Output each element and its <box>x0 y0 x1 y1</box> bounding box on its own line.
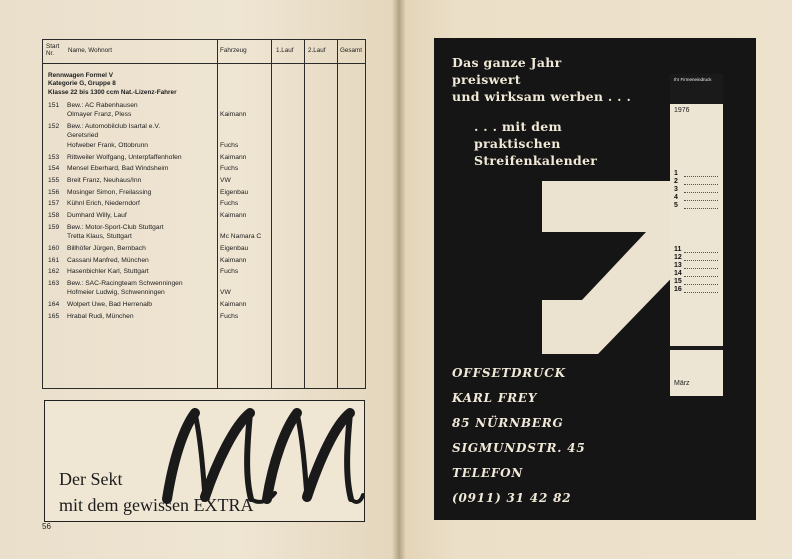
column-divider <box>271 40 272 388</box>
calendar-rule <box>684 276 718 277</box>
driver-text: Mensel Eberhard, Bad Windsheim <box>67 165 169 173</box>
calendar-month: März <box>674 380 690 387</box>
driver-text: Bew.: Motor-Sport-Club Stuttgart <box>67 223 164 231</box>
header-start-nr: Start Nr. <box>46 43 60 57</box>
driver-text: Kühnl Erich, Niederndorf <box>67 200 140 208</box>
start-number: 156 <box>48 188 60 196</box>
start-number: 159 <box>48 223 60 231</box>
vehicle: Fuchs <box>220 200 239 208</box>
header-total: Gesamt <box>340 47 363 54</box>
header-run2: 2.Lauf <box>308 47 326 54</box>
subline-line: . . . mit dem <box>474 119 563 134</box>
driver-text: Hasenbichler Karl, Stuttgart <box>67 268 149 276</box>
category-line: Klasse 22 bis 1300 ccm Nat.-Lizenz-Fahrer <box>48 88 177 96</box>
vehicle: Eigenbau <box>220 244 249 252</box>
calendar-rule <box>684 252 718 253</box>
ad-line-2: mit dem gewissen EXTRA <box>59 495 254 515</box>
calendar-rule <box>684 192 718 193</box>
company-line: OFFSETDRUCK <box>452 366 566 380</box>
calendar-day: 11 <box>674 246 682 253</box>
calendar-rule <box>684 208 718 209</box>
vehicle: Fuchs <box>220 165 239 173</box>
vehicle: Fuchs <box>220 312 239 320</box>
ad-line-1: Der Sekt <box>59 469 123 489</box>
vehicle: Mc Namara C <box>220 233 262 241</box>
calendar-day: 13 <box>674 262 682 269</box>
header-car: Fahrzeug <box>220 47 247 54</box>
header-run1: 1.Lauf <box>276 47 294 54</box>
driver-text: Cassani Manfred, München <box>67 256 149 264</box>
entry-table <box>42 39 366 389</box>
sekt-ad <box>44 400 365 522</box>
strip-calendar <box>670 74 723 396</box>
headline-line: und wirksam werben . . . <box>452 89 632 104</box>
start-number: 158 <box>48 212 60 220</box>
book-gutter <box>392 0 406 559</box>
calendar-day: 5 <box>674 202 678 209</box>
vehicle: Kaimann <box>220 301 247 309</box>
start-number: 151 <box>48 102 60 109</box>
driver-text: Bew.: Automobilclub Isartal e.V. <box>67 123 161 131</box>
start-number: 160 <box>48 244 60 252</box>
driver-text: Breit Franz, Neuhaus/Inn <box>67 177 142 184</box>
start-number: 161 <box>48 256 60 264</box>
calendar-rule <box>684 284 718 285</box>
calendar-rule <box>684 200 718 201</box>
start-number: 163 <box>48 280 60 287</box>
vehicle: Kaimann <box>220 111 247 119</box>
company-line: KARL FREY <box>452 391 538 405</box>
column-divider <box>337 40 338 388</box>
calendar-rule <box>684 260 718 261</box>
calendar-divider <box>670 346 723 350</box>
driver-text: Dumhard Willy, Lauf <box>67 212 127 220</box>
header-name: Name, Wohnort <box>68 47 112 54</box>
driver-text: Tretta Klaus, Stuttgart <box>67 233 132 241</box>
subline-line: Streifenkalender <box>474 153 598 168</box>
company-line: TELEFON <box>452 466 524 480</box>
calendar-day: 16 <box>674 286 682 293</box>
start-number: 153 <box>48 153 60 161</box>
calendar-day: 4 <box>674 194 678 201</box>
headline-line: preiswert <box>452 72 521 87</box>
driver-text: Geretsried <box>67 132 99 140</box>
column-divider <box>304 40 305 388</box>
driver-text: Hofweber Frank, Ottobrunn <box>67 141 149 149</box>
vehicle: VW <box>220 289 231 297</box>
start-number: 165 <box>48 312 60 320</box>
vehicle: Fuchs <box>220 268 239 276</box>
page-number: 56 <box>42 522 51 531</box>
calendar-day: 1 <box>674 170 678 177</box>
calendar-rule <box>684 268 718 269</box>
subline-line: praktischen <box>474 136 561 151</box>
category-line: Rennwagen Formel V <box>48 72 113 79</box>
category-heading <box>48 72 177 97</box>
header-divider <box>43 63 365 64</box>
vehicle: Eigenbau <box>220 188 249 196</box>
start-number: 162 <box>48 268 60 276</box>
start-number: 164 <box>48 301 60 309</box>
vehicle: Kaimann <box>220 256 247 264</box>
vehicle: Kaimann <box>220 212 247 220</box>
driver-text: Olmayer Franz, Pless <box>67 111 132 119</box>
driver-text: Billhöfer Jürgen, Bernbach <box>67 244 146 252</box>
calendar-brand: Ihr Firmeneindruck <box>674 77 712 82</box>
calendar-day: 12 <box>674 254 682 261</box>
vehicle: VW <box>220 177 231 184</box>
calendar-day: 2 <box>674 178 678 185</box>
start-number: 157 <box>48 200 60 208</box>
calendar-day: 3 <box>674 186 678 193</box>
driver-text: Bew.: AC Rabenhausen <box>67 102 138 109</box>
calendar-day: 14 <box>674 270 682 277</box>
headline-line: Das ganze Jahr <box>452 55 562 70</box>
driver-text: Wolpert Uwe, Bad Herrenalb <box>67 301 152 309</box>
right-page <box>398 0 792 559</box>
calendar-rule <box>684 176 718 177</box>
calendar-ad <box>434 38 756 520</box>
start-number: 154 <box>48 165 60 173</box>
company-line: SIGMUNDSTR. 45 <box>452 441 586 455</box>
company-line: 85 NÜRNBERG <box>452 416 564 430</box>
calendar-day: 15 <box>674 278 682 285</box>
driver-text: Rittweiler Wolfgang, Unterpfaffenhofen <box>67 153 182 161</box>
driver-text: Bew.: SAC-Racingteam Schwenningen <box>67 280 183 287</box>
calendar-year: 1976 <box>674 107 690 114</box>
company-line: (0911) 31 42 82 <box>452 491 572 505</box>
calendar-rule <box>684 292 718 293</box>
start-number: 152 <box>48 123 60 131</box>
start-number: 155 <box>48 177 60 184</box>
vehicle: Kaimann <box>220 153 247 161</box>
category-line: Kategorie G, Gruppe 8 <box>48 80 116 88</box>
calendar-rule <box>684 184 718 185</box>
driver-text: Hrabal Rudi, München <box>67 312 134 320</box>
vehicle: Fuchs <box>220 141 239 149</box>
driver-text: Hofmeier Ludwig, Schwenningen <box>67 289 165 297</box>
driver-text: Mosinger Simon, Freilassing <box>67 188 152 196</box>
